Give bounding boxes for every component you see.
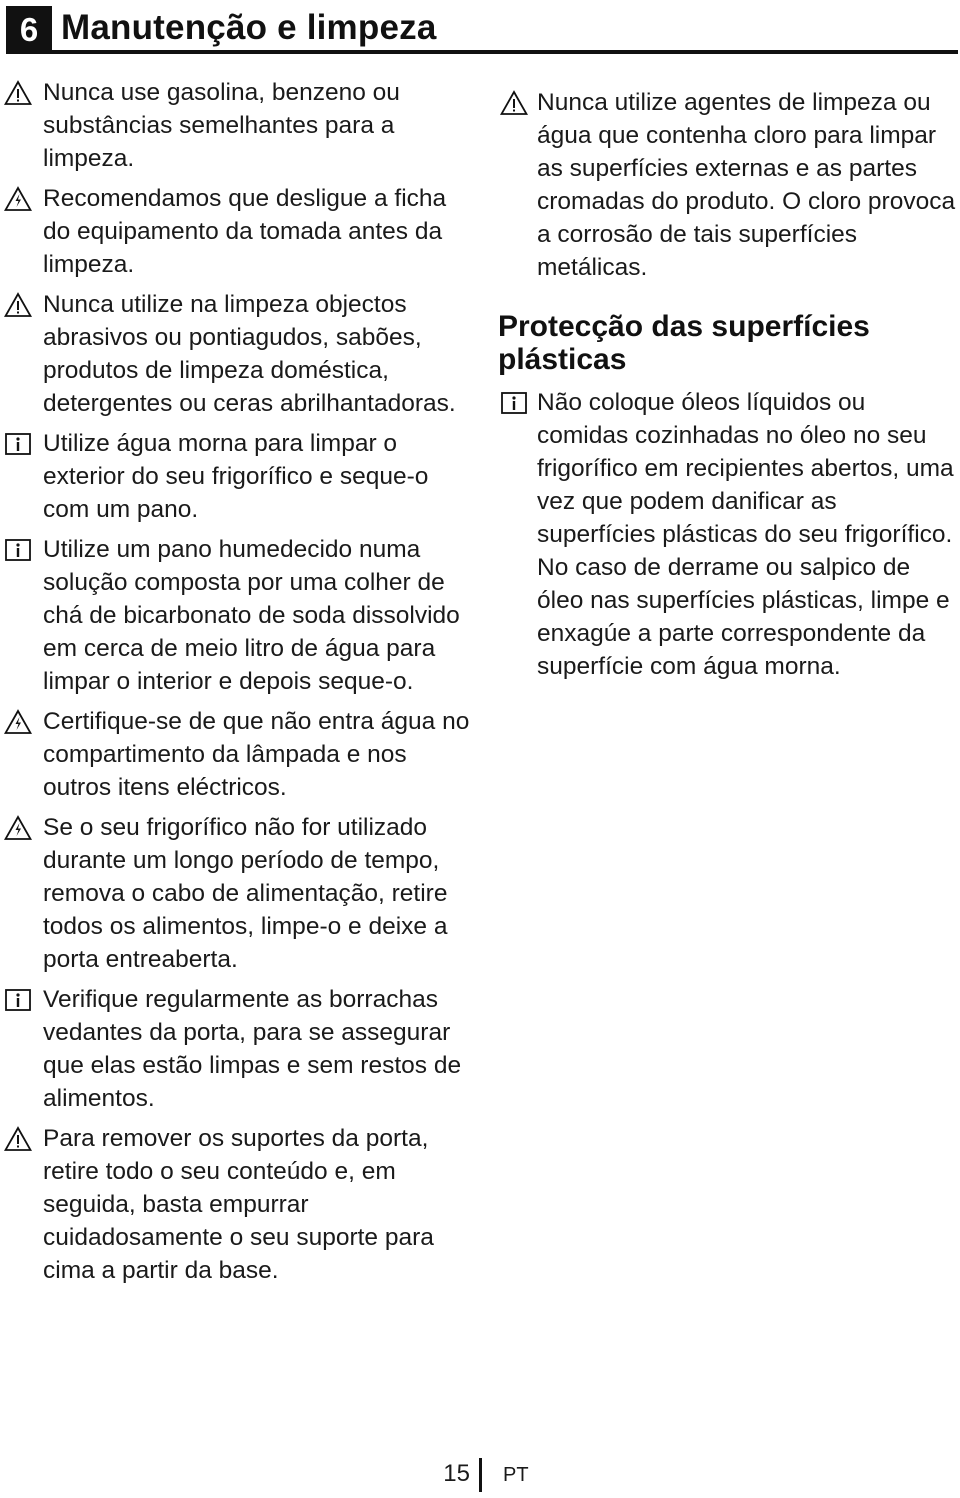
instruction-item: [0, 182, 470, 281]
instruction-text: Recomendamos que desligue a ficha do equipamento da tomada antes da limpeza.: [43, 185, 447, 278]
warning-icon: [4, 292, 32, 318]
instruction-text: Para remover os suportes da porta, retire todo o seu conteúdo e, em seguida, basta empurrar cuidadosamente o seu suporte para cima a partir da base.: [43, 1125, 434, 1284]
info-icon: [4, 537, 32, 563]
instruction-text: Certifique-se de que não entra água no compartimento da lâmpada e nos outros itens eléctricos.: [43, 708, 470, 801]
instruction-item: [0, 288, 470, 420]
info-icon: [500, 390, 528, 416]
instruction-text: Nunca use gasolina, benzeno ou substâncias semelhantes para a limpeza.: [43, 79, 400, 172]
instruction-item: [0, 983, 470, 1115]
chlorine-warning-text: Nunca utilize agentes de limpeza ou água que contenha cloro para limpar as superfícies externas e as partes cromadas do produto. O cloro provoca a corrosão de tais superfícies metálicas.: [537, 89, 956, 281]
electric-warning-icon: [4, 709, 32, 735]
left-column: [0, 76, 470, 1294]
warning-icon: [4, 80, 32, 106]
instruction-item: [0, 427, 470, 526]
instruction-text: Nunca utilize na limpeza objectos abrasivos ou pontiagudos, sabões, produtos de limpeza doméstica, detergentes ou ceras abrilhantadoras.: [43, 291, 456, 417]
chapter-title: Manutenção e limpeza: [61, 8, 437, 47]
instruction-text: Utilize água morna para limpar o exterior do seu frigorífico e seque-o com um pano.: [43, 430, 429, 523]
instruction-item: [0, 811, 470, 976]
instruction-item: [0, 1122, 470, 1287]
info-icon: [4, 431, 32, 457]
instruction-text: Utilize um pano humedecido numa solução composta por uma colher de chá de bicarbonato de soda dissolvido em cerca de meio litro de água para limpar o interior e depois seque-o.: [43, 536, 460, 695]
instruction-item: [0, 76, 470, 175]
electric-warning-icon: [4, 186, 32, 212]
instruction-item: [0, 533, 470, 698]
chapter-header: [6, 6, 958, 54]
chapter-number: 6: [6, 6, 52, 54]
instruction-text: Verifique regularmente as borrachas vedantes da porta, para se assegurar que elas estão limpas e sem restos de alimentos.: [43, 986, 462, 1112]
plastic-surfaces-info: [496, 386, 960, 683]
plastic-surfaces-info-text: Não coloque óleos líquidos ou comidas cozinhadas no óleo no seu frigorífico em recipientes abertos, uma vez que podem danificar as superfícies plásticas do seu frigorífico. No caso de derrame ou salpico de óleo nas superfícies plásticas, limpe e enxagúe a parte correspondente da superfície com água morna.: [537, 389, 954, 680]
warning-icon: [4, 1126, 32, 1152]
info-icon: [4, 987, 32, 1013]
page-footer: [0, 1458, 960, 1492]
language-code: PT: [503, 1464, 529, 1486]
chlorine-warning: [496, 86, 960, 284]
page-number: 15: [443, 1460, 470, 1487]
footer-divider: [479, 1458, 482, 1492]
instruction-text: Se o seu frigorífico não for utilizado durante um longo período de tempo, remova o cabo de alimentação, retire todos os alimentos, limpe-o e deixe a porta entreaberta.: [43, 814, 448, 973]
section-heading: Protecção das superfícies plásticas: [498, 310, 870, 376]
instruction-item: [0, 705, 470, 804]
header-rule: [52, 50, 958, 54]
electric-warning-icon: [4, 815, 32, 841]
right-column: [496, 86, 960, 690]
warning-icon: [500, 90, 528, 116]
